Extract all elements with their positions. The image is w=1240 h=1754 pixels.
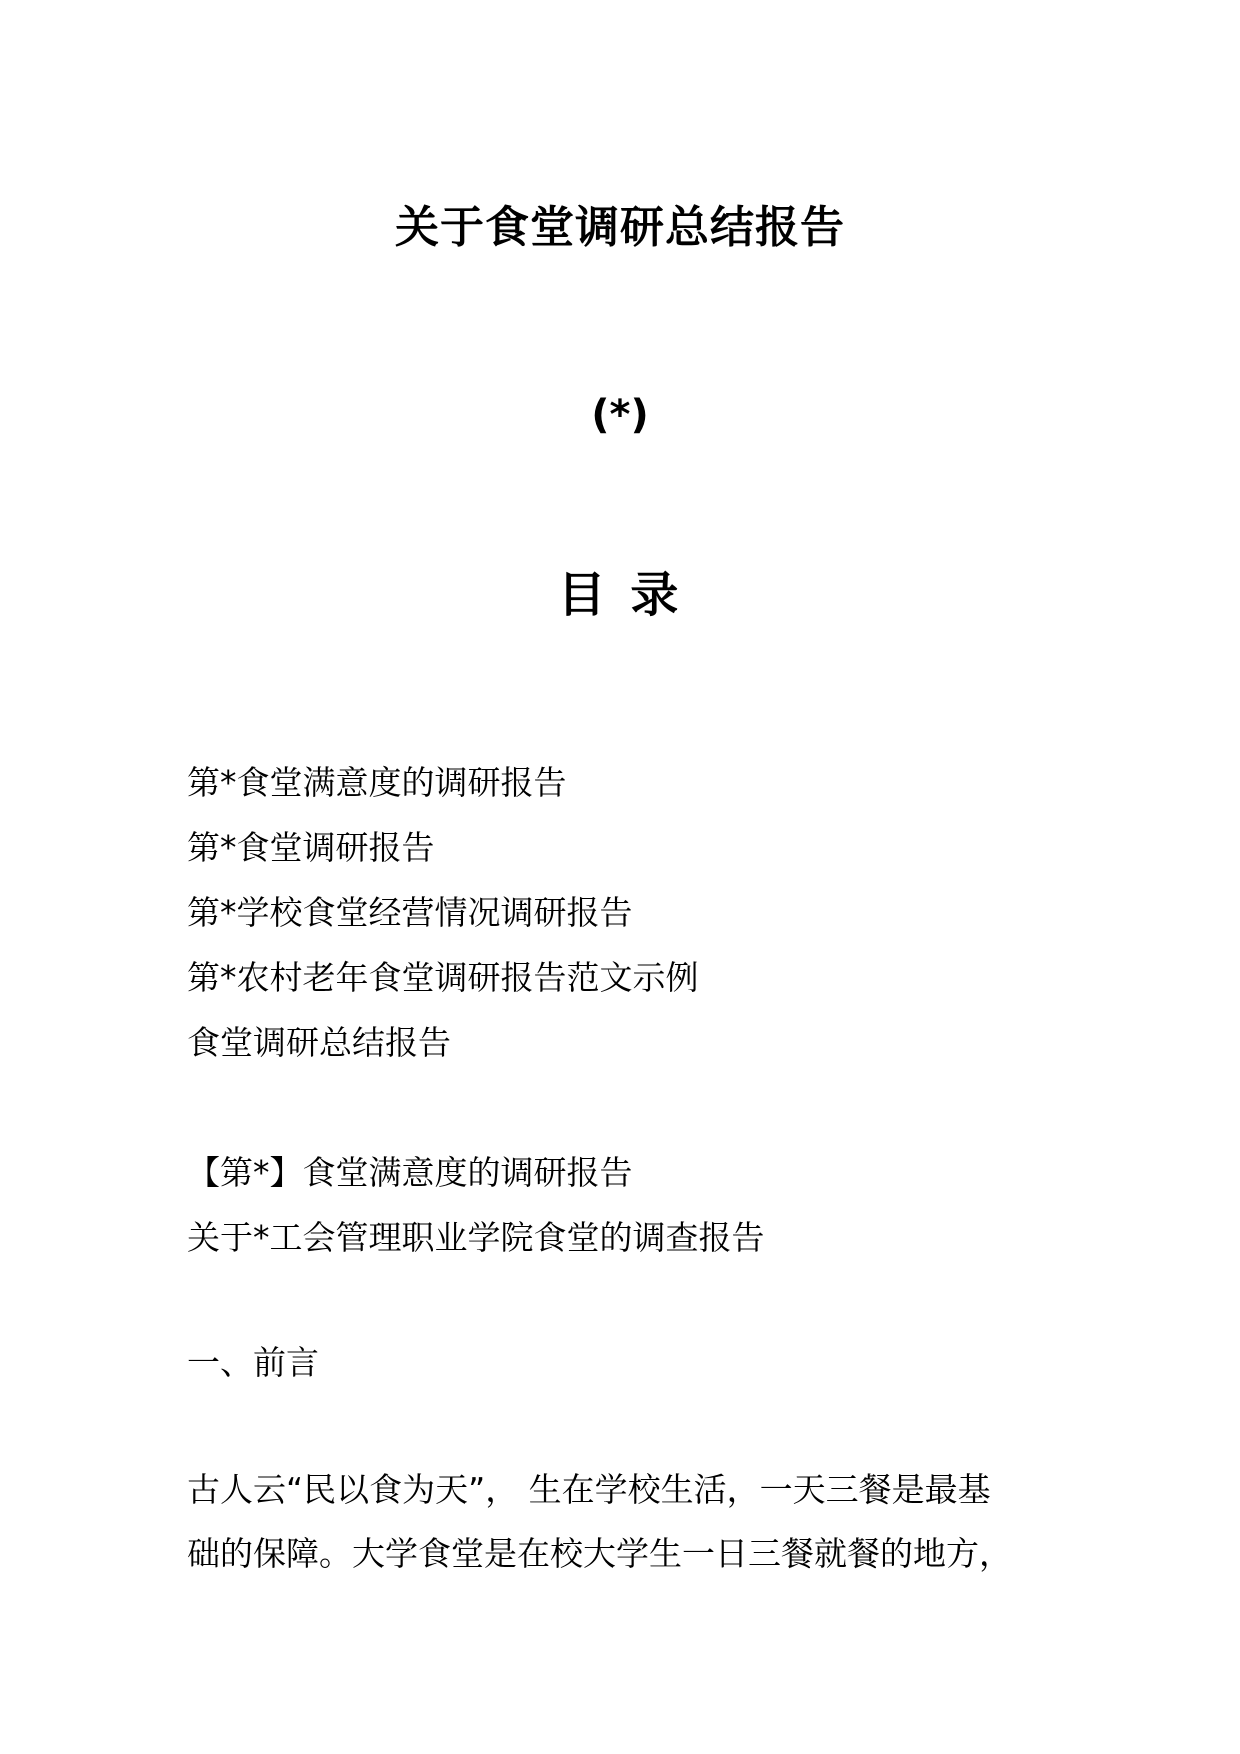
body-paragraph bbox=[187, 1458, 1067, 1586]
toc-item: 第*学校食堂经营情况调研报告 bbox=[187, 893, 633, 932]
paragraph-line: 础的保障。大学食堂是在校大学生一日三餐就餐的地方， bbox=[187, 1534, 1012, 1573]
section-title: 关于*工会管理职业学院食堂的调查报告 bbox=[187, 1218, 765, 1257]
paragraph-line: 古人云“民以食为天”， 生在学校生活，一天三餐是最基 bbox=[187, 1470, 991, 1509]
toc-item: 第*食堂调研报告 bbox=[187, 828, 435, 867]
document-title: 关于食堂调研总结报告 bbox=[395, 202, 845, 253]
toc-item: 第*农村老年食堂调研报告范文示例 bbox=[187, 958, 699, 997]
toc-item: 食堂调研总结报告 bbox=[187, 1023, 451, 1062]
toc-heading: 目 录 bbox=[557, 567, 683, 623]
toc-list bbox=[187, 750, 1087, 1075]
preface-heading: 一、前言 bbox=[187, 1343, 319, 1382]
toc-item: 第*食堂满意度的调研报告 bbox=[187, 763, 567, 802]
section-label: 【第*】食堂满意度的调研报告 bbox=[187, 1153, 633, 1192]
document-subtitle: (*) bbox=[591, 392, 649, 438]
